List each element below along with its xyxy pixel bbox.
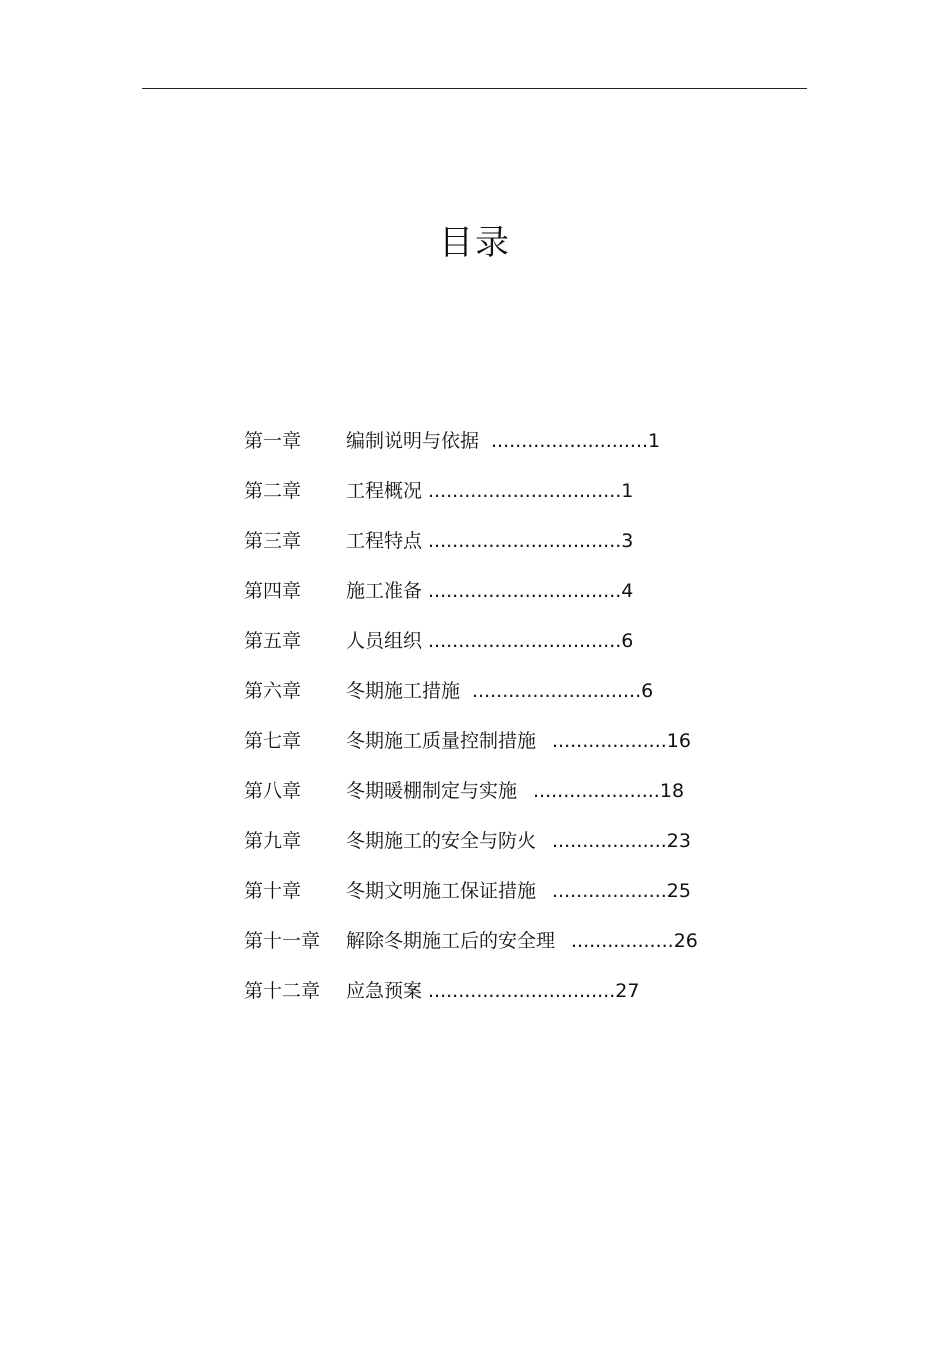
toc-entry-title: 应急预案 (346, 980, 423, 1002)
toc-leader-dots: ............................ (472, 680, 642, 702)
toc-leader-dots: ................................ (428, 580, 622, 602)
toc-chapter-label: 第四章 (244, 580, 302, 602)
toc-entry-body (346, 774, 684, 808)
toc-entry-title: 冬期施工质量控制措施 (346, 730, 537, 752)
toc-chapter-label: 第一章 (244, 430, 302, 452)
toc-entry[interactable] (244, 724, 764, 774)
toc-entry[interactable] (244, 774, 764, 824)
toc-entry-body (346, 724, 691, 758)
toc-entry-title: 工程概况 (346, 480, 423, 502)
toc-entry[interactable] (244, 924, 764, 974)
toc-entry-body (346, 924, 698, 958)
toc-entry-body (346, 424, 660, 458)
toc-entry[interactable] (244, 574, 764, 624)
toc-chapter-label: 第五章 (244, 630, 302, 652)
toc-chapter-label: 第七章 (244, 730, 302, 752)
toc-chapter-label: 第三章 (244, 530, 302, 552)
toc-entry[interactable] (244, 474, 764, 524)
toc-entry[interactable] (244, 874, 764, 924)
toc-chapter-label: 第二章 (244, 480, 302, 502)
toc-page-number: 6 (621, 630, 634, 652)
toc-leader-dots: ................... (552, 730, 667, 752)
toc-entry-body (346, 874, 691, 908)
toc-entry-title: 施工准备 (346, 580, 423, 602)
toc-entry[interactable] (244, 524, 764, 574)
toc-chapter-label: 第六章 (244, 680, 302, 702)
toc-leader-dots: ................... (552, 830, 667, 852)
toc-entry[interactable] (244, 674, 764, 724)
toc-entry-title: 解除冬期施工后的安全理 (346, 930, 556, 952)
toc-entry-title: 冬期施工的安全与防火 (346, 830, 537, 852)
toc-entry-title: 工程特点 (346, 530, 423, 552)
toc-page-number: 27 (615, 980, 640, 1002)
toc-leader-dots: ................. (571, 930, 674, 952)
toc-entry-title: 冬期施工措施 (346, 680, 461, 702)
toc-page-number: 6 (641, 680, 654, 702)
toc-entry-body (346, 524, 633, 558)
toc-leader-dots: .......................... (491, 430, 649, 452)
toc-entry-body (346, 674, 653, 708)
toc-leader-dots: ................................ (428, 630, 622, 652)
toc-page-number: 16 (666, 730, 691, 752)
toc-chapter-label: 第十二章 (244, 980, 321, 1002)
toc-entry-body (346, 574, 633, 608)
toc-entry[interactable] (244, 974, 764, 1024)
toc-entry-body (346, 624, 633, 658)
toc-entry[interactable] (244, 824, 764, 874)
header-rule (142, 88, 807, 89)
toc-page-number: 3 (621, 530, 634, 552)
toc-page-number: 1 (648, 430, 661, 452)
toc-page-number: 25 (666, 880, 691, 902)
toc-page-number: 26 (673, 930, 698, 952)
toc-chapter-label: 第八章 (244, 780, 302, 802)
toc-page-number: 4 (621, 580, 634, 602)
toc-entry-body (346, 824, 691, 858)
toc-leader-dots: ................................ (428, 480, 622, 502)
toc-page-number: 18 (659, 780, 685, 802)
toc-page-number: 23 (666, 830, 691, 852)
toc-leader-dots: ..................... (533, 780, 660, 802)
toc-entry-title: 冬期暖棚制定与实施 (346, 780, 518, 802)
toc-list (244, 424, 764, 1024)
toc-title: 目录 (439, 223, 511, 263)
toc-entry-title: 冬期文明施工保证措施 (346, 880, 537, 902)
toc-entry-body (346, 974, 639, 1008)
toc-entry-title: 人员组织 (346, 630, 423, 652)
toc-leader-dots: ................................ (428, 530, 622, 552)
toc-chapter-label: 第十章 (244, 880, 302, 902)
toc-entry[interactable] (244, 424, 764, 474)
toc-leader-dots: ............................... (428, 980, 616, 1002)
toc-page-number: 1 (621, 480, 634, 502)
toc-entry[interactable] (244, 624, 764, 674)
toc-entry-title: 编制说明与依据 (346, 430, 480, 452)
toc-chapter-label: 第十一章 (244, 930, 321, 952)
toc-leader-dots: ................... (552, 880, 667, 902)
toc-chapter-label: 第九章 (244, 830, 302, 852)
toc-entry-body (346, 474, 633, 508)
